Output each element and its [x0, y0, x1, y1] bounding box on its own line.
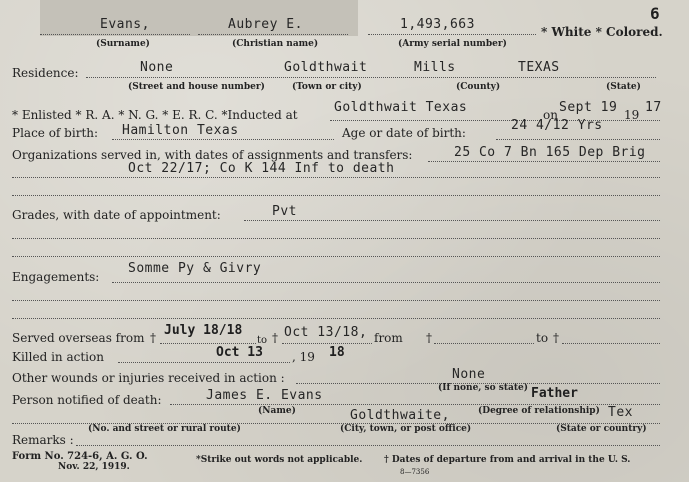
killed-year-suffix: 18	[329, 345, 345, 360]
overseas-dagger-4: †	[553, 331, 559, 345]
grades-value: Pvt	[272, 204, 297, 219]
overseas-dagger-1: †	[150, 331, 156, 345]
engagements-line-2	[12, 300, 660, 301]
strike-note: *Strike out words not applicable.	[196, 455, 363, 465]
wounds-value: None	[452, 367, 486, 382]
overseas-line-2	[282, 343, 372, 344]
surname-line	[40, 34, 190, 35]
organizations-label: Organizations served in, with dates of assignments and transfers:	[12, 148, 413, 162]
overseas-arrival: Oct 13/18,	[284, 325, 368, 340]
inducted-place: Goldthwait Texas	[334, 100, 468, 115]
christian-name-value: Aubrey E.	[228, 17, 303, 32]
engagements-value: Somme Py & Givry	[128, 261, 262, 276]
residence-town: Goldthwait	[284, 60, 368, 75]
inducted-date: Sept 19	[559, 100, 618, 115]
residence-label: Residence:	[12, 66, 79, 80]
killed-line	[118, 362, 290, 363]
overseas-dagger-3: †	[426, 331, 432, 345]
overseas-to-label-2: to	[536, 331, 549, 345]
overseas-label: Served overseas from	[12, 331, 145, 345]
killed-label: Killed in action	[12, 350, 104, 364]
overseas-line-3	[434, 343, 534, 344]
serial-line	[368, 34, 536, 35]
notified-name: James E. Evans	[206, 388, 323, 403]
notified-city: Goldthwaite,	[350, 408, 450, 423]
engagements-label: Engagements:	[12, 270, 100, 284]
residence-state: TEXAS	[518, 60, 560, 75]
residence-street: None	[140, 60, 174, 75]
serial-value: 1,493,663	[400, 17, 475, 32]
wounds-label: Other wounds or injuries received in action :	[12, 371, 285, 385]
grades-line-1	[244, 220, 660, 221]
street-route-caption: (No. and street or rural route)	[88, 424, 241, 434]
engagements-line-3	[12, 318, 660, 319]
organizations-line1: 25 Co 7 Bn 165 Dep Brig	[454, 145, 646, 160]
grades-line-2	[12, 238, 660, 239]
serial-caption: (Army serial number)	[398, 39, 507, 49]
age-line	[496, 139, 660, 140]
dagger-note: † Dates of departure from and arrival in the U. S.	[384, 455, 631, 465]
overseas-line-4	[562, 343, 660, 344]
christian-caption: (Christian name)	[232, 39, 319, 49]
form-number: Form No. 724-6, A. G. O.	[12, 451, 148, 462]
inducted-line	[330, 120, 540, 121]
residence-county: Mills	[414, 60, 456, 75]
christian-line	[198, 34, 348, 35]
print-code: 8—7356	[400, 468, 430, 476]
overseas-from-label: from	[374, 331, 403, 345]
residence-line	[86, 77, 656, 78]
age-value: 24 4/12 Yrs	[511, 118, 603, 133]
notified-rel-caption: (Degree of relationship)	[478, 406, 600, 416]
surname-caption: (Surname)	[96, 39, 150, 49]
wounds-caption: (If none, so state)	[438, 383, 528, 393]
street-caption: (Street and house number)	[128, 82, 265, 92]
state-country-caption: (State or country)	[556, 424, 647, 434]
notified-line	[170, 404, 660, 405]
org-line-3	[12, 195, 660, 196]
grades-line-3	[12, 256, 660, 257]
killed-year-prefix: , 19	[292, 350, 315, 364]
overseas-to-label-1: to	[257, 335, 268, 346]
inducted-year-suffix: 17	[645, 100, 662, 115]
notified-relationship: Father	[531, 386, 578, 401]
city-caption: (City, town, or post office)	[340, 424, 472, 434]
org-line-2	[12, 177, 660, 178]
header-shade	[40, 0, 358, 36]
town-caption: (Town or city)	[292, 82, 362, 92]
birth-place-label: Place of birth:	[12, 126, 99, 140]
card-number: 6	[650, 4, 660, 23]
birth-place-line	[112, 139, 334, 140]
notified-name-caption: (Name)	[258, 406, 296, 416]
enlisted-label: * Enlisted * R. A. * N. G. * E. R. C. *Inducted at	[12, 108, 298, 122]
county-caption: (County)	[456, 82, 501, 92]
remarks-label: Remarks :	[12, 433, 74, 447]
overseas-dagger-2: †	[272, 331, 278, 345]
birth-place-value: Hamilton Texas	[122, 123, 239, 138]
org-line-1	[428, 161, 660, 162]
overseas-departure: July 18/18	[164, 323, 243, 338]
notified-state: Tex	[608, 405, 633, 420]
overseas-line-1	[160, 343, 256, 344]
engagements-line-1	[112, 282, 660, 283]
state-caption: (State)	[606, 82, 641, 92]
age-label: Age or date of birth:	[342, 126, 466, 140]
organizations-line2: Oct 22/17; Co K 144 Inf to death	[128, 161, 395, 176]
remarks-line	[76, 445, 660, 446]
form-date: Nov. 22, 1919.	[58, 462, 130, 472]
grades-label: Grades, with date of appointment:	[12, 208, 221, 222]
race-options: * White * Colored.	[541, 25, 663, 39]
surname-value: Evans,	[100, 17, 150, 32]
inducted-year-prefix: 19	[624, 108, 640, 122]
notified-label: Person notified of death:	[12, 393, 162, 407]
killed-date: Oct 13	[216, 345, 263, 360]
on-label: on	[543, 108, 558, 122]
